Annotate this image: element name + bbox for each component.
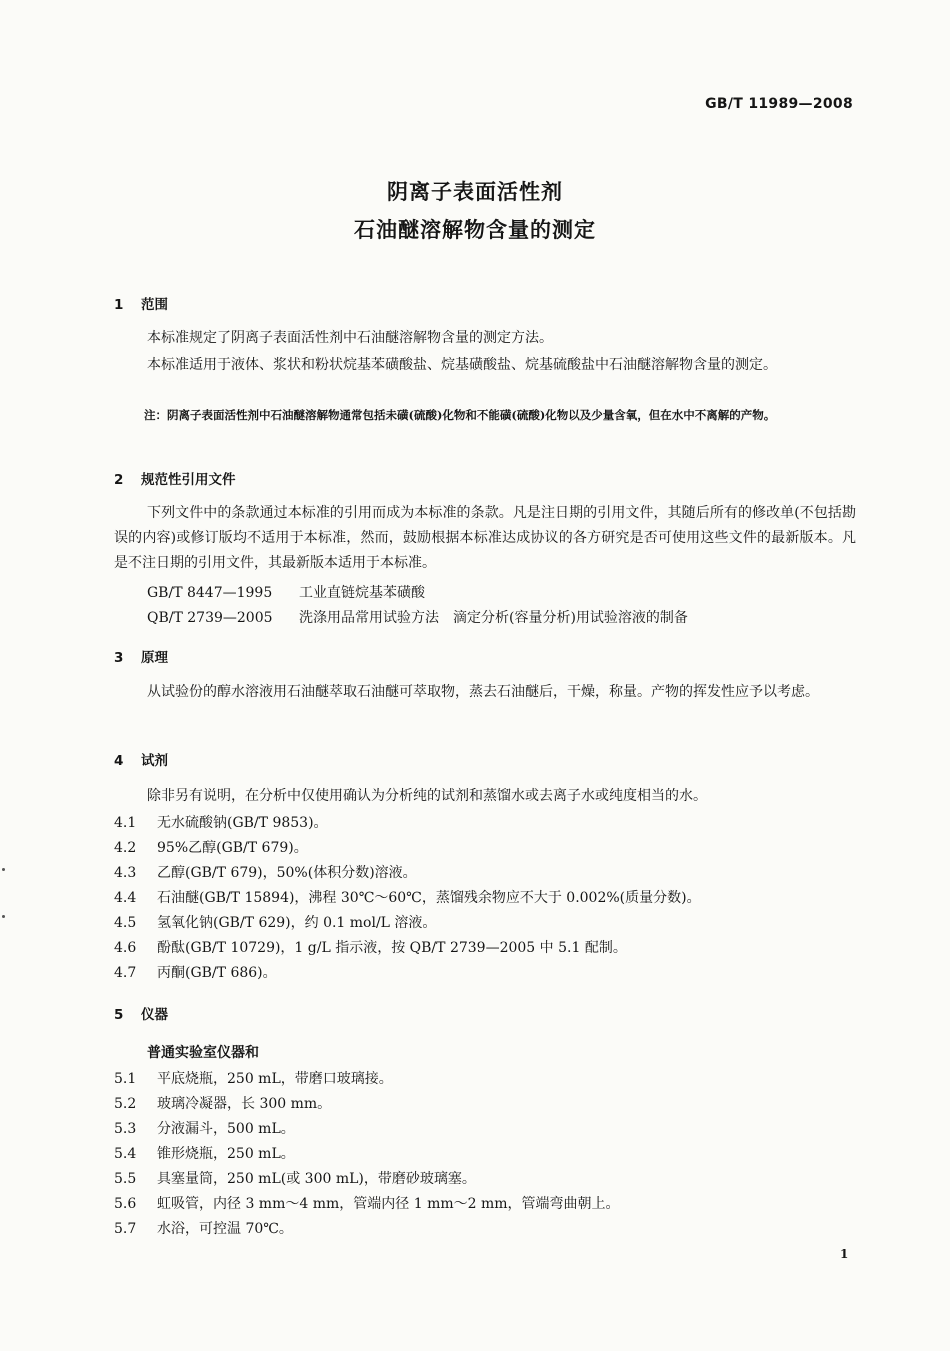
item-number: 4.5 bbox=[114, 915, 137, 931]
apparatus-item bbox=[114, 1168, 476, 1188]
apparatus-item bbox=[114, 1143, 295, 1163]
section-4-heading bbox=[114, 749, 168, 769]
section-5-heading bbox=[114, 1003, 168, 1023]
item-text: 平底烧瓶，250 mL，带磨口玻璃接。 bbox=[157, 1071, 393, 1087]
page-number: 1 bbox=[840, 1247, 849, 1261]
item-text: 水浴，可控温 70℃。 bbox=[157, 1221, 293, 1237]
section-2-heading bbox=[114, 468, 236, 488]
item-number: 5.4 bbox=[114, 1146, 137, 1162]
section-title: 范围 bbox=[141, 297, 168, 313]
reference-code: QB/T 2739—2005 bbox=[147, 610, 273, 626]
reference-title: 工业直链烷基苯磺酸 bbox=[299, 585, 425, 601]
section-title: 仪器 bbox=[141, 1007, 168, 1023]
reagent-item bbox=[114, 812, 328, 832]
section-number: 2 bbox=[114, 472, 124, 488]
section-1-note: 注：阴离子表面活性剂中石油醚溶解物通常包括未磺(硫酸)化物和不能磺(硫酸)化物以及少量含氧，但在水中不离解的产物。 bbox=[144, 408, 776, 422]
reference-item bbox=[147, 607, 688, 627]
document-title-line2: 石油醚溶解物含量的测定 bbox=[354, 218, 596, 242]
reference-item bbox=[147, 582, 425, 602]
item-number: 5.7 bbox=[114, 1221, 137, 1237]
item-number: 5.3 bbox=[114, 1121, 137, 1137]
apparatus-item bbox=[114, 1068, 393, 1088]
standard-code: GB/T 11989—2008 bbox=[705, 96, 853, 112]
item-text: 95%乙醇(GB/T 679)。 bbox=[157, 840, 308, 856]
item-text: 分液漏斗，500 mL。 bbox=[157, 1121, 295, 1137]
item-text: 无水硫酸钠(GB/T 9853)。 bbox=[157, 815, 328, 831]
item-number: 4.2 bbox=[114, 840, 137, 856]
item-number: 5.5 bbox=[114, 1171, 137, 1187]
section-number: 3 bbox=[114, 650, 124, 666]
item-number: 4.4 bbox=[114, 890, 137, 906]
item-number: 5.1 bbox=[114, 1071, 137, 1087]
reagent-item bbox=[114, 937, 627, 957]
reagent-item bbox=[114, 887, 701, 907]
section-number: 5 bbox=[114, 1007, 124, 1023]
section-title: 原理 bbox=[141, 650, 168, 666]
item-text: 虹吸管，内径 3 mm～4 mm，管端内径 1 mm～2 mm，管端弯曲朝上。 bbox=[157, 1196, 620, 1212]
item-text: 酚酞(GB/T 10729)，1 g/L 指示液，按 QB/T 2739—2005 中 5.1 配制。 bbox=[157, 940, 627, 956]
item-text: 锥形烧瓶，250 mL。 bbox=[157, 1146, 295, 1162]
reference-title: 洗涤用品常用试验方法 滴定分析(容量分析)用试验溶液的制备 bbox=[299, 610, 688, 626]
item-text: 乙醇(GB/T 679)，50%(体积分数)溶液。 bbox=[157, 865, 417, 881]
apparatus-item bbox=[114, 1218, 293, 1238]
section-4-intro: 除非另有说明，在分析中仅使用确认为分析纯的试剂和蒸馏水或去离子水或纯度相当的水。 bbox=[147, 788, 707, 804]
section-1-paragraph-1: 本标准规定了阴离子表面活性剂中石油醚溶解物含量的测定方法。 bbox=[147, 330, 553, 346]
section-3-paragraph: 从试验份的醇水溶液用石油醚萃取石油醚可萃取物，蒸去石油醚后，干燥，称量。产物的挥发性应予以考虑。 bbox=[147, 684, 819, 700]
section-number: 1 bbox=[114, 297, 124, 313]
section-2-paragraph: 下列文件中的条款通过本标准的引用而成为本标准的条款。凡是注日期的引用文件，其随后所有的修改单(不包括勘误的内容)或修订版均不适用于本标准，然而，鼓励根据本标准达成协议的各方研究是否可使用这些文件的最新版本。凡是不注日期的引用文件，其最新版本适用于本标准。 bbox=[114, 505, 856, 571]
section-3-heading bbox=[114, 646, 168, 666]
section-title: 规范性引用文件 bbox=[141, 472, 236, 488]
item-text: 氢氧化钠(GB/T 629)，约 0.1 mol/L 溶液。 bbox=[157, 915, 437, 931]
item-number: 5.2 bbox=[114, 1096, 137, 1112]
section-title: 试剂 bbox=[141, 753, 168, 769]
apparatus-item bbox=[114, 1193, 620, 1213]
document-title-line1: 阴离子表面活性剂 bbox=[387, 180, 563, 204]
reagent-item bbox=[114, 962, 277, 982]
item-number: 4.3 bbox=[114, 865, 137, 881]
item-text: 丙酮(GB/T 686)。 bbox=[157, 965, 277, 981]
reagent-item bbox=[114, 862, 417, 882]
item-text: 具塞量筒，250 mL(或 300 mL)，带磨砂玻璃塞。 bbox=[157, 1171, 476, 1187]
item-text: 石油醚(GB/T 15894)，沸程 30℃～60℃，蒸馏残余物应不大于 0.002%(质量分数)。 bbox=[157, 890, 701, 906]
scan-speck bbox=[2, 868, 5, 871]
item-number: 5.6 bbox=[114, 1196, 137, 1212]
apparatus-item bbox=[114, 1118, 295, 1138]
item-text: 玻璃冷凝器，长 300 mm。 bbox=[157, 1096, 332, 1112]
apparatus-item bbox=[114, 1093, 331, 1113]
section-5-intro: 普通实验室仪器和 bbox=[147, 1045, 259, 1061]
item-number: 4.7 bbox=[114, 965, 137, 981]
reference-code: GB/T 8447—1995 bbox=[147, 585, 273, 601]
reagent-item bbox=[114, 837, 308, 857]
item-number: 4.1 bbox=[114, 815, 137, 831]
item-number: 4.6 bbox=[114, 940, 137, 956]
section-number: 4 bbox=[114, 753, 124, 769]
reagent-item bbox=[114, 912, 436, 932]
section-1-paragraph-2: 本标准适用于液体、浆状和粉状烷基苯磺酸盐、烷基磺酸盐、烷基硫酸盐中石油醚溶解物含量的测定。 bbox=[147, 357, 777, 373]
scan-speck bbox=[2, 915, 5, 918]
section-1-heading bbox=[114, 293, 168, 313]
